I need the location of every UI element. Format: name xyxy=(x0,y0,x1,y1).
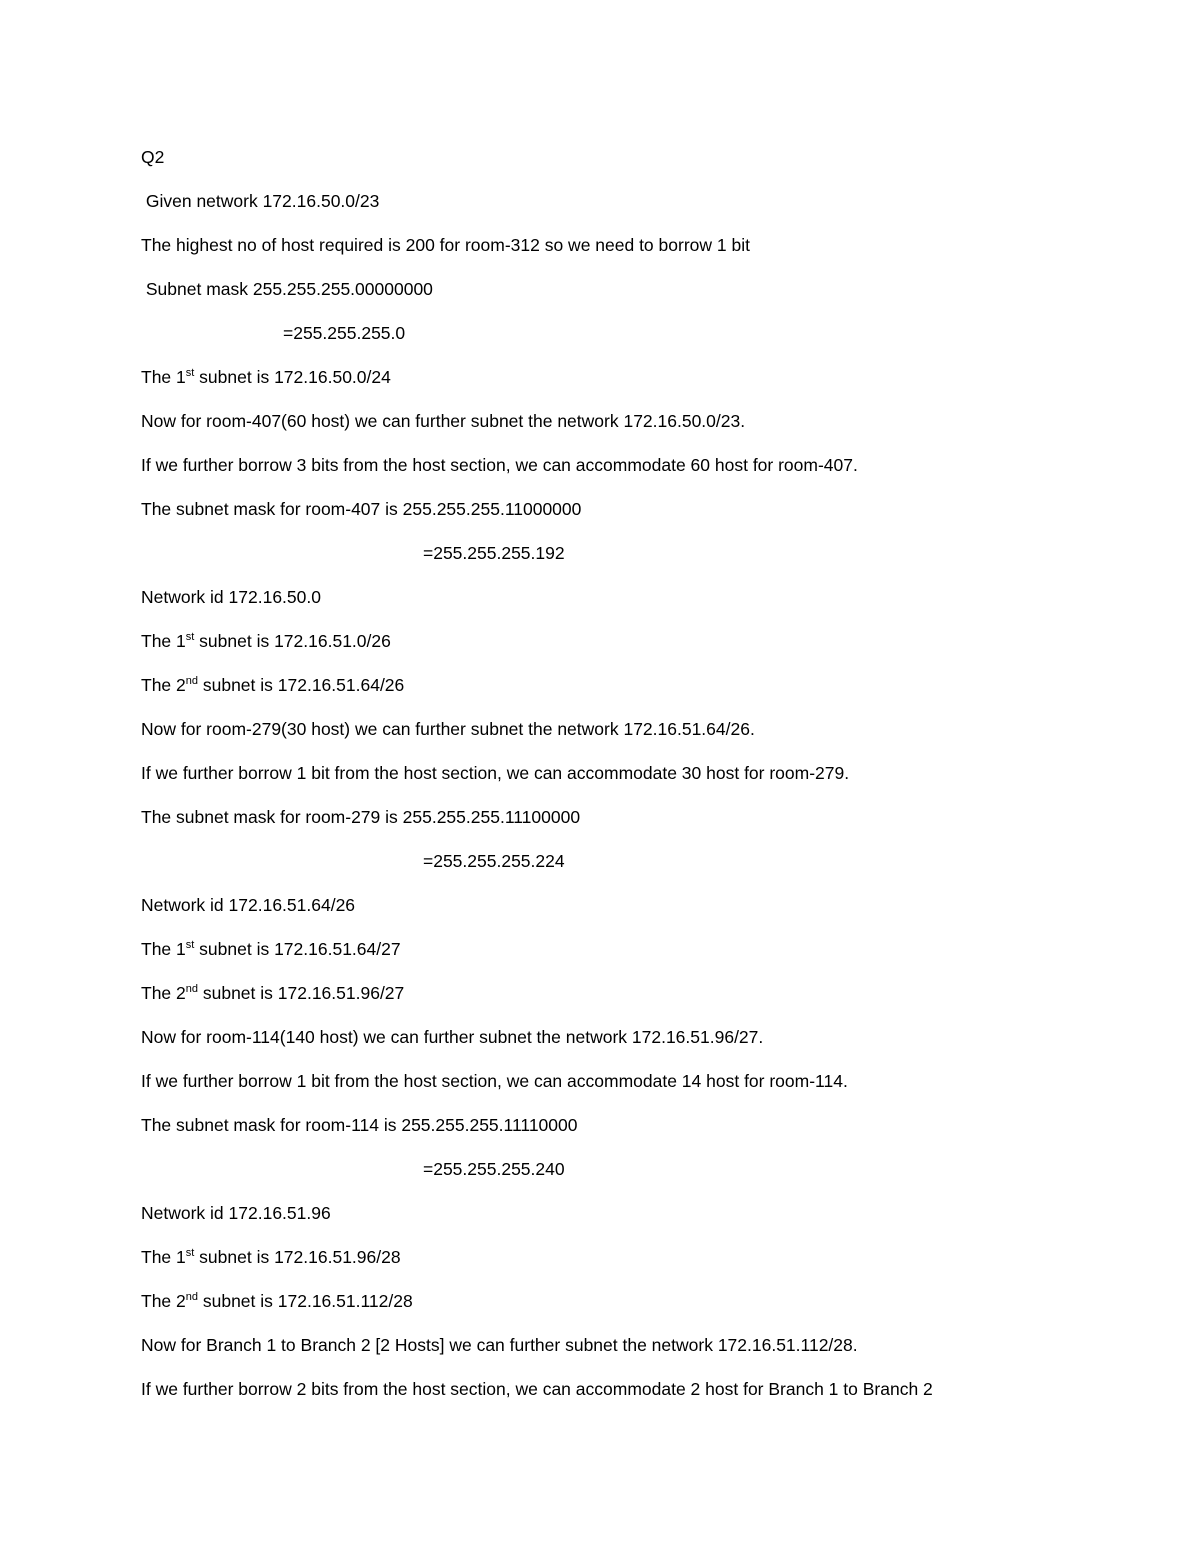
subnet-line-value: subnet is 172.16.51.96/28 xyxy=(194,1247,401,1267)
subnet-line-value: subnet is 172.16.51.64/26 xyxy=(198,675,405,695)
subnet-line-prefix: The 2 xyxy=(141,675,186,695)
text-line: Now for room-114(140 host) we can further subnet the network 172.16.51.96/27. xyxy=(141,1027,764,1047)
text-line: If we further borrow 2 bits from the host section, we can accommodate 2 host for Branch 1 to Branch 2 xyxy=(141,1379,933,1399)
subnet-line-prefix: The 1 xyxy=(141,1247,186,1267)
subnet-line-prefix: The 1 xyxy=(141,939,186,959)
text-line: If we further borrow 1 bit from the host section, we can accommodate 30 host for room-279. xyxy=(141,763,850,783)
subnet-mask-decimal: =255.255.255.224 xyxy=(423,851,565,871)
network-id-line: Network id 172.16.51.64/26 xyxy=(141,895,356,915)
subnet-line-value: subnet is 172.16.51.64/27 xyxy=(194,939,401,959)
network-id-line: Network id 172.16.50.0 xyxy=(141,587,321,607)
text-line: If we further borrow 1 bit from the host section, we can accommodate 14 host for room-114. xyxy=(141,1071,848,1091)
subnet-line-value: subnet is 172.16.50.0/24 xyxy=(194,367,391,387)
given-network-line: Given network 172.16.50.0/23 xyxy=(141,191,380,211)
ordinal-suffix: st xyxy=(185,367,195,380)
subnet-line xyxy=(141,1290,413,1312)
subnet-line-prefix: The 2 xyxy=(141,1291,186,1311)
subnet-line xyxy=(141,1246,401,1268)
subnet-line-value: subnet is 172.16.51.112/28 xyxy=(198,1291,413,1311)
ordinal-suffix: nd xyxy=(185,983,198,996)
subnet-line xyxy=(141,366,391,388)
subnet-mask-decimal: =255.255.255.240 xyxy=(423,1159,565,1179)
ordinal-suffix: st xyxy=(185,939,195,952)
subnet-mask-decimal: =255.255.255.0 xyxy=(283,323,406,343)
subnet-line xyxy=(141,630,391,652)
text-line: Now for Branch 1 to Branch 2 [2 Hosts] we can further subnet the network 172.16.51.112/28. xyxy=(141,1335,858,1355)
subnet-line-prefix: The 2 xyxy=(141,983,186,1003)
ordinal-suffix: st xyxy=(185,631,195,644)
text-line: If we further borrow 3 bits from the host section, we can accommodate 60 host for room-407. xyxy=(141,455,858,475)
text-line: Now for room-279(30 host) we can further subnet the network 172.16.51.64/26. xyxy=(141,719,755,739)
question-heading: Q2 xyxy=(141,147,165,167)
ordinal-suffix: st xyxy=(185,1247,195,1260)
subnet-line-value: subnet is 172.16.51.0/26 xyxy=(194,631,391,651)
subnet-mask-line: The subnet mask for room-114 is 255.255.255.11110000 xyxy=(141,1115,578,1135)
subnet-line xyxy=(141,938,401,960)
subnet-mask-line: Subnet mask 255.255.255.00000000 xyxy=(141,279,433,299)
subnet-mask-line: The subnet mask for room-279 is 255.255.255.11100000 xyxy=(141,807,581,827)
subnet-mask-decimal: =255.255.255.192 xyxy=(423,543,565,563)
subnet-mask-line: The subnet mask for room-407 is 255.255.255.11000000 xyxy=(141,499,582,519)
text-line: The highest no of host required is 200 for room-312 so we need to borrow 1 bit xyxy=(141,235,750,255)
ordinal-suffix: nd xyxy=(185,675,198,688)
subnet-line-prefix: The 1 xyxy=(141,367,186,387)
subnet-line xyxy=(141,982,404,1004)
subnet-line xyxy=(141,674,404,696)
text-line: Now for room-407(60 host) we can further subnet the network 172.16.50.0/23. xyxy=(141,411,746,431)
subnet-line-prefix: The 1 xyxy=(141,631,186,651)
ordinal-suffix: nd xyxy=(185,1291,198,1304)
network-id-line: Network id 172.16.51.96 xyxy=(141,1203,331,1223)
subnet-line-value: subnet is 172.16.51.96/27 xyxy=(198,983,405,1003)
